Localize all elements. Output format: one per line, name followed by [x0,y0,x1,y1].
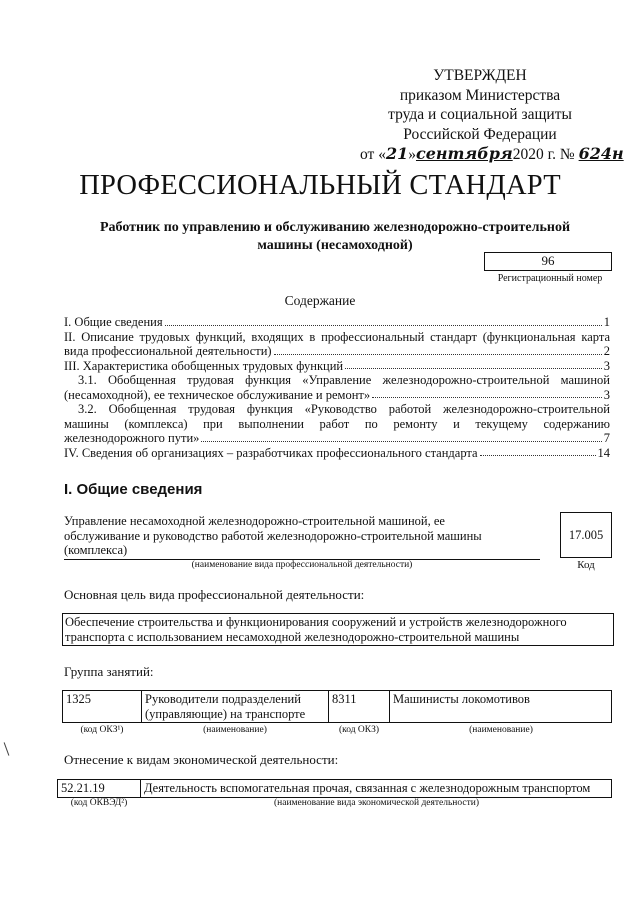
purpose-label: Основная цель вида профессиональной деятельности: [64,587,365,602]
toc-item-label: II. Описание трудовых функций, входящих в профессиональный стандарт (функциональная карта [64,329,610,344]
section-heading: I. Общие сведения [64,481,203,498]
registration-number-box: 96 [484,252,612,271]
margin-mark [4,742,10,755]
okved-table [57,779,612,798]
approval-block [360,66,624,165]
date-year: 2020 г. № [512,146,575,163]
purpose-line: Обеспечение строительства и функционирования сооружений и устройств железнодорожного [65,615,567,629]
activity-name [64,514,540,560]
handwritten-month: сентября [415,144,513,163]
toc-item-label: 3.1. Обобщенная трудовая функция «Управление железнодорожно-строительной машиной [78,373,610,387]
toc-leader [274,354,602,355]
occupation-name-line: (управляющие) на транспорте [145,706,306,721]
toc-page: 1 [603,315,610,329]
toc-item[interactable] [64,373,610,402]
toc-leader [165,325,602,326]
toc-page: 14 [597,445,610,460]
table-row [63,691,612,723]
occupation-groups-table [62,690,612,723]
activity-caption: (наименование вида профессиональной деятельности) [191,560,413,570]
table-row [58,780,612,798]
okved-code-caption: (код ОКВЭД²) [70,798,128,808]
toc-item-label: 3.2. Обобщенная трудовая функция «Руководство работой железнодорожно-строительной [78,402,610,416]
approval-line: труда и социальной защиты [388,106,572,123]
date-prefix: от « [360,146,386,163]
toc-item-label: III. Характеристика обобщенных трудовых функций [64,358,344,373]
toc-item-label: железнодорожного пути» [64,431,200,445]
handwritten-day: 21 [385,144,409,163]
occupation-name-cell: Машинисты локомотивов [390,691,612,723]
activity-code-box: 17.005 [560,512,612,558]
toc-item-label: IV. Сведения об организациях – разработчиках профессионального стандарта [64,445,478,460]
handwritten-order-number: 624н [578,144,624,163]
toc-page: 3 [603,358,610,373]
toc-item[interactable] [64,402,610,446]
toc-page: 7 [603,431,610,445]
okved-name-caption: (наименование вида экономической деятельности) [274,798,479,808]
approval-line: Российской Федерации [403,125,557,143]
toc-leader [480,455,596,456]
toc-item[interactable] [64,330,610,359]
activity-name-line: (комплекса) [64,543,128,557]
date-mid: » [408,146,416,163]
toc-item-label: вида профессиональной деятельности) [64,344,272,358]
okved-name-cell: Деятельность вспомогательная прочая, связанная с железнодорожным транспортом [141,780,612,798]
activity-name-line: Управление несамоходной железнодорожно-строительной машиной, ее [64,514,445,528]
toc-leader [345,368,602,369]
code-caption: Код [577,559,595,571]
okved-label: Отнесение к видам экономической деятельности: [64,752,339,767]
group-label: Группа занятий: [64,664,154,679]
toc-page: 2 [603,344,610,358]
okz-code-caption: (код ОКЗ¹) [80,725,124,735]
approval-line: УТВЕРЖДЕН [433,67,527,84]
subtitle-line: Работник по управлению и обслуживанию железнодорожно-строительной [99,220,571,235]
table-of-contents [64,315,610,460]
toc-title: Содержание [284,293,356,308]
toc-item-label: (несамоходной), ее техническое обслуживание и ремонт» [64,387,371,402]
purpose-line: транспорта с использованием несамоходной железнодорожно-строительной машины [65,629,520,644]
toc-item[interactable] [64,359,610,374]
okved-code-cell: 52.21.19 [58,780,141,798]
occupation-name-cell [142,691,329,723]
occupation-name-line: Руководители подразделений [145,692,301,706]
okz-code-caption: (код ОКЗ) [338,725,380,735]
subtitle-line: машины (несамоходной) [257,238,413,253]
toc-page: 3 [603,387,610,402]
approval-date-line [360,144,624,165]
okz-code-cell: 8311 [329,691,390,723]
toc-leader [201,441,601,442]
document-title: ПРОФЕССИОНАЛЬНЫЙ СТАНДАРТ [79,170,561,201]
document-subtitle [70,219,600,255]
toc-item-label: машины (комплекса) при выполнении работ по ремонту и текущему содержанию [64,416,610,431]
occupation-name-caption: (наименование) [203,725,267,735]
toc-item[interactable] [64,446,610,461]
purpose-box [62,613,614,646]
okz-code-cell: 1325 [63,691,142,723]
toc-item[interactable] [64,315,610,330]
activity-name-line: обслуживание и руководство работой железнодорожно-строительной машины [64,528,482,543]
approval-line: приказом Министерства [399,86,561,104]
registration-number-label: Регистрационный номер [497,273,603,284]
occupation-name-caption: (наименование) [469,725,533,735]
toc-item-label: I. Общие сведения [64,315,163,329]
toc-leader [372,397,602,398]
